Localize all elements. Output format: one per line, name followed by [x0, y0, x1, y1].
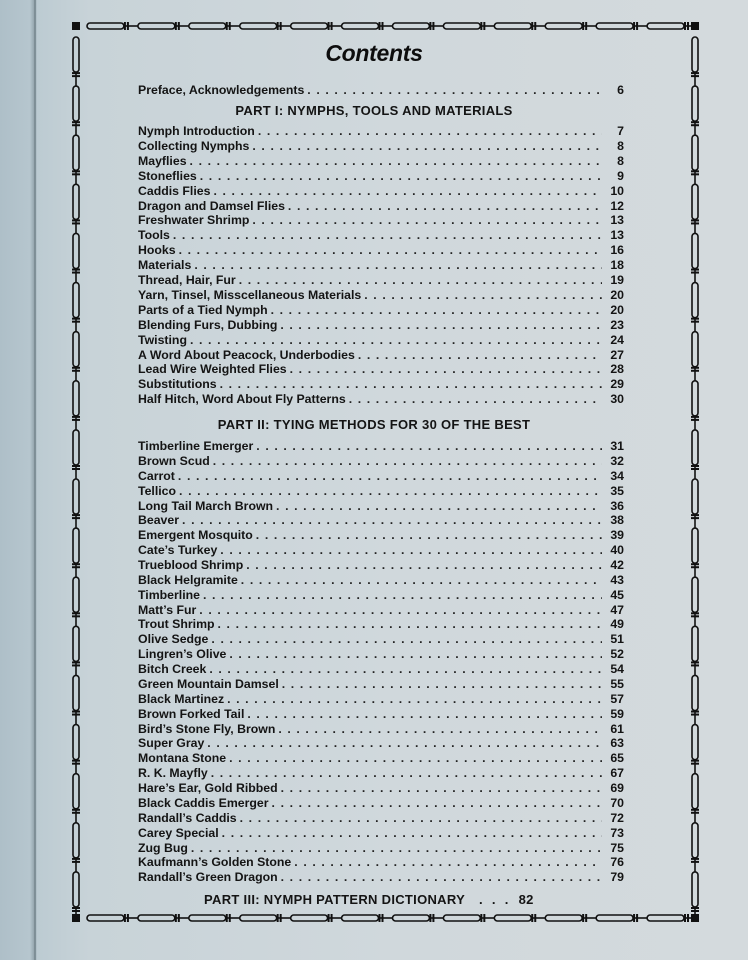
dot-leader — [213, 454, 602, 469]
toc-entry-label: Freshwater Shrimp — [138, 213, 250, 228]
toc-entry-label: Hooks — [138, 243, 176, 258]
toc-entry — [138, 243, 624, 258]
toc-entry-page: 39 — [610, 528, 624, 543]
dot-leader — [213, 184, 602, 199]
dot-leader — [256, 439, 602, 454]
toc-entry-page: 69 — [610, 781, 624, 795]
toc-entry-label: Lead Wire Weighted Flies — [138, 362, 287, 377]
toc-entry-label: Montana Stone — [138, 751, 227, 766]
toc-entry — [138, 124, 624, 139]
toc-entry-label: Half Hitch, Word About Fly Patterns — [138, 392, 346, 407]
toc-entry-label: Carrot — [138, 468, 175, 483]
dot-leader — [252, 213, 602, 228]
toc-entry-page: 29 — [610, 377, 624, 392]
toc-entry-label: Bird’s Stone Fly, Brown — [138, 721, 276, 736]
toc-entry — [138, 213, 624, 228]
dot-leader — [179, 243, 602, 258]
toc-entry — [138, 454, 624, 469]
toc-entry-label: Black Martinez — [138, 691, 225, 706]
toc-entry-page: 45 — [610, 587, 624, 602]
toc-entry-page: 75 — [610, 840, 624, 855]
toc-entry-page: 7 — [617, 124, 624, 138]
toc-entry-page: 47 — [610, 602, 624, 617]
part2-heading: PART II: TYING METHODS FOR 30 OF THE BEST — [217, 417, 531, 432]
toc-entry-label: Randall’s Caddis — [138, 810, 237, 825]
toc-entry — [138, 199, 624, 214]
toc-entry-label: Brown Forked Tail — [138, 706, 245, 721]
toc-entry — [138, 184, 624, 199]
toc-entry — [138, 228, 624, 243]
toc-entry — [138, 288, 624, 303]
toc-entry — [138, 392, 624, 407]
toc-entry-page: 28 — [610, 362, 624, 377]
toc-entry-page: 38 — [610, 513, 624, 528]
toc-entry-label: R. K. Mayfly — [138, 766, 208, 781]
toc-entry-page: 6 — [617, 83, 624, 97]
dot-leader — [241, 573, 602, 588]
toc-entry-page: 19 — [610, 273, 624, 287]
toc-entry-page: 20 — [610, 302, 624, 317]
toc-entry — [138, 258, 624, 273]
toc-entry-label: Carey Special — [138, 825, 219, 840]
toc-entry — [138, 333, 624, 348]
toc-entry-label: Thread, Hair, Fur — [138, 273, 236, 287]
toc-entry-page: 54 — [610, 662, 624, 676]
toc-entry — [138, 528, 624, 543]
dot-leader — [209, 662, 602, 677]
toc-entry-label: Caddis Flies — [138, 183, 211, 198]
toc-entry-label: Nymph Introduction — [138, 124, 255, 138]
toc-entry-label: Brown Scud — [138, 453, 210, 468]
toc-entry — [138, 677, 624, 692]
toc-entry-page: 73 — [610, 825, 624, 840]
toc-entry — [138, 766, 624, 781]
toc-entry-page: 13 — [610, 213, 624, 228]
toc-entry-label: Cate’s Turkey — [138, 543, 218, 558]
dot-leader — [179, 484, 602, 499]
toc-entry-label: Tools — [138, 228, 170, 243]
toc-entry-page: 34 — [610, 468, 624, 483]
toc-entry — [138, 439, 624, 454]
toc-entry — [138, 499, 624, 514]
part3-heading: PART III: NYMPH PATTERN DICTIONARY — [204, 892, 466, 907]
toc-entry — [138, 139, 624, 154]
dot-leader — [282, 677, 602, 692]
dot-leader — [182, 513, 602, 528]
toc-entry — [138, 573, 624, 588]
dot-leader — [227, 692, 602, 707]
toc-entry-label: Zug Bug — [138, 840, 188, 855]
toc-entry-page: 20 — [610, 287, 624, 302]
toc-entry-label: Timberline Emerger — [138, 439, 254, 453]
dot-leader — [220, 543, 602, 558]
dot-leader — [194, 258, 602, 273]
toc-entry-label: Timberline — [138, 587, 200, 602]
dot-leader — [272, 796, 602, 811]
dot-leader — [290, 362, 602, 377]
toc-entry — [138, 781, 624, 796]
toc-entry — [138, 303, 624, 318]
toc-entry — [138, 811, 624, 826]
dot-leader — [294, 855, 602, 870]
toc-entry-page: 61 — [610, 721, 624, 736]
toc-entry-label: Mayflies — [138, 153, 187, 168]
toc-entry-label: Randall’s Green Dragon — [138, 870, 278, 885]
toc-entry-label: Dragon and Damsel Flies — [138, 198, 285, 213]
toc-entry — [138, 707, 624, 722]
toc-entry — [138, 617, 624, 632]
toc-entry — [138, 647, 624, 662]
toc-entry-label: Stoneflies — [138, 168, 197, 183]
toc-entry — [138, 722, 624, 737]
toc-entry-label: Olive Sedge — [138, 632, 209, 647]
part3-entry — [204, 892, 534, 907]
dot-leader — [173, 228, 602, 243]
book-gutter-shadow — [34, 0, 36, 960]
toc-entry-page: 27 — [610, 347, 624, 362]
toc-entry — [138, 169, 624, 184]
dot-leader — [220, 377, 602, 392]
dot-leader — [229, 751, 602, 766]
dot-leader — [240, 811, 602, 826]
toc-entry-label: Kaufmann’s Golden Stone — [138, 855, 292, 870]
dot-leader — [278, 722, 602, 737]
toc-entry-page: 52 — [610, 647, 624, 662]
toc-entry-label: Emergent Mosquito — [138, 528, 253, 543]
page-title: Contents — [325, 40, 423, 66]
toc-entry-label: Substitutions — [138, 377, 217, 392]
dot-leader — [349, 392, 602, 407]
dot-leader — [256, 528, 602, 543]
dot-leader — [239, 273, 602, 288]
toc-entry — [138, 377, 624, 392]
toc-entry — [138, 543, 624, 558]
toc-entry-page: 36 — [610, 498, 624, 513]
toc-entry-label: Twisting — [138, 332, 187, 347]
toc-entry-label: Bitch Creek — [138, 662, 207, 676]
toc-entry — [138, 588, 624, 603]
dot-leader — [276, 499, 602, 514]
toc-entry-page: 42 — [610, 558, 624, 572]
toc-entry-label: Lingren’s Olive — [138, 647, 227, 662]
dot-leader — [307, 83, 602, 98]
toc-entry — [138, 632, 624, 647]
dot-leader — [190, 154, 602, 169]
toc-entry-label: Long Tail March Brown — [138, 498, 274, 513]
part3-page: 82 — [518, 892, 534, 907]
toc-entry — [138, 841, 624, 856]
dot-leader — [229, 647, 602, 662]
toc-entry — [138, 662, 624, 677]
toc-entry-page: 76 — [610, 855, 624, 870]
dot-leader — [280, 318, 602, 333]
toc-entry — [138, 513, 624, 528]
toc-entry-page: 49 — [610, 617, 624, 632]
dot-leader — [364, 288, 602, 303]
toc-entry-label: Tellico — [138, 483, 177, 498]
toc-entry-page: 72 — [610, 810, 624, 825]
toc-entry-page: 9 — [617, 168, 624, 183]
toc-entry — [138, 558, 624, 573]
toc-entry — [138, 318, 624, 333]
toc-entry — [138, 751, 624, 766]
toc-entry-page: 16 — [610, 243, 624, 258]
toc-entry-label: Parts of a Tied Nymph — [138, 302, 268, 317]
toc-entry — [138, 603, 624, 618]
toc-entry-page: 63 — [610, 736, 624, 751]
toc-entry-preface — [138, 83, 624, 98]
dot-leader — [200, 169, 602, 184]
toc-entry — [138, 154, 624, 169]
toc-entry-page: 57 — [610, 691, 624, 706]
toc-entry-page: 67 — [610, 766, 624, 781]
toc-entry-page: 18 — [610, 258, 624, 273]
dot-leader — [358, 348, 602, 363]
part1-heading: PART I: NYMPHS, TOOLS AND MATERIALS — [235, 103, 513, 118]
dot-leader — [218, 617, 602, 632]
toc-entry-page: 23 — [610, 317, 624, 332]
toc-entry — [138, 796, 624, 811]
dot-leader — [178, 469, 602, 484]
toc-entry-page: 10 — [610, 183, 624, 198]
toc-entry-page: 70 — [610, 795, 624, 810]
toc-entry — [138, 692, 624, 707]
dot-leader — [281, 870, 602, 885]
toc-entry-label: Collecting Nymphs — [138, 138, 250, 153]
toc-entry-page: 51 — [610, 632, 624, 647]
toc-entry — [138, 362, 624, 377]
dot-leader: . . . — [479, 892, 509, 907]
toc-entry-page: 8 — [617, 138, 624, 153]
dot-leader — [191, 841, 602, 856]
dot-leader — [246, 558, 602, 573]
toc-entry-label: Super Gray — [138, 736, 205, 751]
toc-entry-page: 32 — [610, 453, 624, 468]
toc-entry — [138, 870, 624, 885]
toc-entry-page: 8 — [617, 153, 624, 168]
dot-leader — [252, 139, 602, 154]
toc-entry-label: Beaver — [138, 513, 180, 528]
dot-leader — [199, 603, 602, 618]
toc-entry-page: 40 — [610, 543, 624, 558]
toc-entry-label: Blending Furs, Dubbing — [138, 317, 278, 332]
toc-entry-page: 59 — [610, 706, 624, 721]
toc-entry-label: Yarn, Tinsel, Misscellaneous Materials — [138, 287, 362, 302]
toc-entry-label: Black Helgramite — [138, 572, 238, 587]
dot-leader — [288, 199, 602, 214]
toc-entry-label: Black Caddis Emerger — [138, 795, 269, 810]
toc-entry-label: Trout Shrimp — [138, 617, 215, 632]
dot-leader — [222, 826, 602, 841]
toc-entry — [138, 855, 624, 870]
toc-entry-label: Preface, Acknowledgements — [138, 83, 305, 97]
toc-entry — [138, 469, 624, 484]
toc-entry — [138, 484, 624, 499]
toc-entry — [138, 826, 624, 841]
toc-entry-label: Green Mountain Damsel — [138, 676, 279, 691]
dot-leader — [247, 707, 602, 722]
toc-entry-page: 35 — [610, 483, 624, 498]
toc-entry-page: 13 — [610, 228, 624, 243]
toc-entry-page: 65 — [610, 751, 624, 766]
dot-leader — [190, 333, 602, 348]
dot-leader — [258, 124, 602, 139]
toc-entry-page: 43 — [610, 572, 624, 587]
toc-entry — [138, 736, 624, 751]
toc-entry-label: Materials — [138, 258, 192, 273]
dot-leader — [211, 766, 602, 781]
toc-entry-page: 31 — [610, 439, 624, 453]
toc-entry-label: Matt’s Fur — [138, 602, 197, 617]
toc-entry — [138, 273, 624, 288]
toc-entry-page: 30 — [610, 392, 624, 407]
dot-leader — [211, 632, 602, 647]
dot-leader — [207, 736, 602, 751]
toc-entry-page: 79 — [610, 870, 624, 885]
toc-entry-page: 55 — [610, 676, 624, 691]
toc-entry-label: Hare’s Ear, Gold Ribbed — [138, 781, 278, 795]
toc-entry — [138, 348, 624, 363]
dot-leader — [203, 588, 602, 603]
toc-entry-page: 24 — [610, 332, 624, 347]
dot-leader — [281, 781, 602, 796]
toc-entry-label: Trueblood Shrimp — [138, 558, 244, 572]
toc-entry-page: 12 — [610, 198, 624, 213]
dot-leader — [271, 303, 602, 318]
toc-entry-label: A Word About Peacock, Underbodies — [138, 347, 355, 362]
